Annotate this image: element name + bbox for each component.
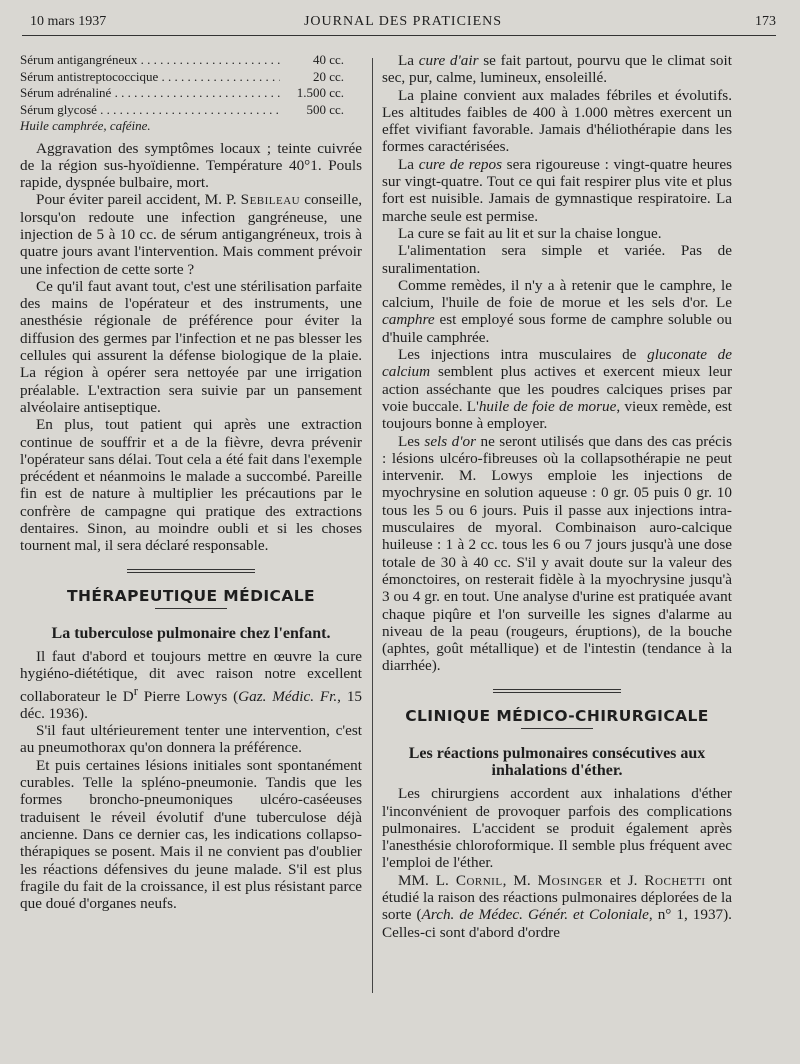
author-name: Rochetti bbox=[644, 871, 706, 889]
section-title: CLINIQUE MÉDICO-CHIRURGICALE bbox=[405, 706, 709, 725]
paragraph: La plaine convient aux malades fébriles et évolutifs. Les altitudes faibles de 400 à 1.000 mètres exercent un effet vivifiant favorable. Jamais d'héliothérapie dans les formes caractérisées. bbox=[382, 86, 732, 156]
serum-name: Sérum adrénaliné . . . bbox=[20, 85, 280, 102]
serum-dose: 20 cc. bbox=[312, 68, 344, 84]
serum-dose: 500 cc. bbox=[306, 101, 344, 117]
paragraph: S'il faut ultérieurement tenter une intervention, c'est au pneumothorax qu'on donnera la préférence. bbox=[20, 722, 362, 757]
text-run: ont étudié la raison des réactions pulmonaires déplorées de la sorte ( bbox=[382, 871, 732, 924]
emphasis: huile de foie de morue bbox=[478, 397, 617, 415]
text-run: se fait partout, pourvu que le climat soit sec, pur, calme, lumineux, ensoleillé. bbox=[382, 52, 732, 87]
article-title: La tuberculose pulmonaire chez l'enfant. bbox=[51, 624, 331, 642]
paragraph bbox=[382, 52, 732, 87]
emphasis: cure d'air bbox=[418, 52, 479, 69]
serum-name: Sérum glycosé . . . bbox=[20, 102, 280, 119]
text-run: , M. bbox=[502, 871, 538, 889]
paragraph bbox=[382, 156, 732, 225]
paragraph: L'alimentation sera simple et variée. Pas de suralimentation. bbox=[382, 242, 732, 277]
text-run: La bbox=[398, 52, 419, 69]
paragraph: Aggravation des symptômes locaux ; teinte cuivrée de la région sus-hyoïdienne. Température 40°1. Pouls rapide, dyspnée bulbaire, mort. bbox=[20, 139, 362, 192]
text-run: , n° 1, 1937). Celles-ci sont d'abord d'ordre bbox=[382, 906, 732, 941]
emphasis: sels d'or bbox=[424, 432, 477, 450]
article-title: Les réactions pulmonaires consécutives aux inhalations d'éther. bbox=[408, 744, 706, 779]
text-run: MM. L. bbox=[398, 871, 456, 889]
emphasis: cure de repos bbox=[418, 155, 502, 173]
text-run: ne seront utilisés que dans des cas précis : lésions ulcéro-fibreuses où la collapsothérapie ne peut intervenir. M. Lowys emploie les injections de myochrysine en solution aqueuse : 0 gr. 05 puis 0 gr. 10 tous les 5 ou 6 jours. Puis il passe aux injections intra-musculaires de myoral. Combinaison auro-calcique huileuse : 1 à 2 cc. tous les 6 ou 7 jours jusqu'à une dose totale de 30 à 40 cc. S'il y avait doute sur la valeur des émonctoires, on resterait fidèle à la myochrysine jusqu'à 3 ou 4 gr. en tout. Une analyse d'urine est pratiquée avant chaque piqûre et l'on surveille les signes d'alarme au niveau de la peau (rougeurs, éruptions), de la bouche (aphtes, goût métallique) et de l'intestin (tendance à la diarrhée). bbox=[382, 432, 732, 675]
journal-title: JOURNAL DES PRATICIENS bbox=[303, 14, 503, 29]
serum-name: Sérum antistreptococcique . . . bbox=[20, 69, 280, 86]
page-header bbox=[30, 14, 776, 34]
serum-name: Sérum antigangréneux . . . bbox=[20, 52, 280, 69]
paragraph: Et puis certaines lésions initiales sont spontanément curables. Telle la spléno-pneumonie. Tandis que les formes broncho-pneumoniques ulcéro-caséeuses traduisent le réveil évolutif d'une tuberculose déjà ancienne. Dans ce dernier cas, les indications collapso-thérapiques se posent. Mais il ne convient pas d'oublier les réactions défensives du jeune malade. S'il est plus fragile du fait de la croissance, il est plus résistant parce que doué d'organes neufs. bbox=[20, 756, 362, 913]
author-name: Cornil bbox=[455, 871, 503, 889]
paragraph bbox=[20, 648, 362, 722]
text-run: , vieux remède, est toujours bonne à employer. bbox=[382, 397, 732, 433]
issue-date: 10 mars 1937 bbox=[30, 14, 107, 29]
paragraph: Les chirurgiens accordent aux inhalations d'éther l'inconvénient de provoquer parfois des complications pulmonaires. L'accident se produit également après l'anesthésie chloroformique. Il semble plus fréquent avec l'emploi de l'éther. bbox=[382, 785, 732, 872]
paragraph: Ce qu'il faut avant tout, c'est une stérilisation parfaite des mains de l'opérateur et des instruments, une anesthésie régionale de préférence pour éviter la diffusion des germes par l'infection et ne pas blesser les cellules qui assurent la défense biologique de la plaie. La région à opérer sera nettoyée par une irrigation préalable. L'extraction sera suivie par un pansement alvéolaire antiseptique. bbox=[20, 277, 362, 416]
page-number: 173 bbox=[755, 14, 776, 29]
right-column bbox=[382, 52, 732, 941]
serum-note: Huile camphrée, caféine. bbox=[20, 118, 151, 133]
text-run: sera rigoureuse : vingt-quatre heures sur vingt-quatre. Tout ce qui fait respirer plus vite et plus fort est nuisible. Jamais de gymnastique respiratoire. La marche seule est permise. bbox=[382, 155, 732, 225]
text-run: Il faut d'abord et toujours mettre en œuvre la cure hygiéno-diététique, dit avec raison notre excellent collaborateur le D bbox=[20, 647, 362, 705]
serum-row bbox=[20, 102, 362, 119]
serum-dose: 40 cc. bbox=[312, 52, 344, 67]
paragraph: En plus, tout patient qui après une extraction continue de souffrir et a de la fièvre, devra prévenir l'opérateur sans délai. Tout cela a été fait dans l'exemple précédent et néanmoins le malade a succombé. Pareille fin est de nature à multiplier les précautions par le confrère de campagne qui pratique des extractions dentaires. Sinon, au moindre oubli et si les choses tournent mal, il sera déclaré responsable. bbox=[20, 416, 362, 555]
citation: Arch. de Médec. Génér. et Coloniale bbox=[421, 906, 649, 924]
serum-row bbox=[20, 52, 362, 69]
serum-table bbox=[20, 52, 362, 135]
header-rule bbox=[22, 35, 776, 36]
paragraph: La cure se fait au lit et sur la chaise longue. bbox=[398, 224, 662, 242]
author-name: Mosinger bbox=[537, 871, 603, 889]
emphasis: camphre bbox=[382, 311, 435, 329]
column-rule bbox=[372, 58, 373, 993]
text-run: et J. bbox=[602, 871, 645, 889]
serum-row bbox=[20, 69, 362, 86]
emphasis: gluconate de calcium bbox=[382, 346, 732, 381]
text-run: Pierre Lowys ( bbox=[137, 687, 239, 705]
text-run: Pour éviter pareil accident, M. P. bbox=[36, 191, 241, 209]
text-run: est employé sous forme de camphre soluble ou d'huile camphrée. bbox=[382, 311, 732, 346]
text-run: Les bbox=[398, 432, 425, 450]
left-column bbox=[20, 52, 362, 912]
text-run: , 15 déc. 1936). bbox=[20, 687, 363, 722]
superscript: r bbox=[133, 683, 138, 698]
citation: Gaz. Médic. Fr. bbox=[238, 687, 338, 705]
paragraph bbox=[382, 346, 732, 432]
paragraph bbox=[20, 191, 362, 277]
text-run: La bbox=[398, 155, 419, 173]
paragraph bbox=[382, 433, 732, 675]
author-name: Sebileau bbox=[240, 191, 301, 209]
section-title: THÉRAPEUTIQUE MÉDICALE bbox=[67, 586, 315, 605]
paragraph bbox=[382, 872, 732, 941]
text-run: Les injections intra musculaires de bbox=[398, 346, 648, 364]
text-run: Comme remèdes, il n'y a à retenir que le camphre, le calcium, l'huile de foie de morue et les sels d'or. Le bbox=[382, 276, 732, 312]
serum-row bbox=[20, 85, 362, 102]
text-run: semblent plus actives et exercent mieux leur action asséchante que les poudres calciques prises par voie buccale. L' bbox=[382, 363, 732, 415]
text-run: conseille, lorsqu'on redoute une infection gangréneuse, une injection de 5 à 10 cc. de sérum antigangréneux, trois à quatre jours avant l'intervention. Mais comment prévoir une infection de cette sorte ? bbox=[20, 191, 362, 278]
paragraph bbox=[382, 277, 732, 346]
serum-dose: 1.500 cc. bbox=[296, 85, 344, 100]
